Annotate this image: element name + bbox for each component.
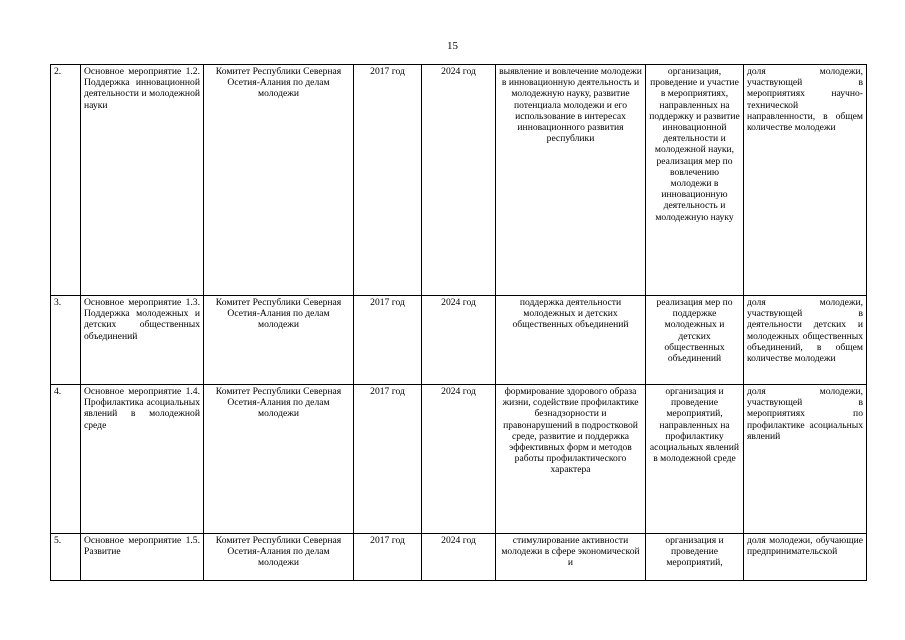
activity-name: Основное мероприятие 1.5. Развитие bbox=[81, 534, 204, 581]
row-number: 4. bbox=[51, 385, 81, 534]
indicator: доля молодежи, обучающие предпринимательской bbox=[744, 534, 867, 581]
end-year: 2024 год bbox=[422, 65, 496, 296]
end-year: 2024 год bbox=[422, 534, 496, 581]
page-number: 15 bbox=[447, 40, 458, 52]
responsible-executor: Комитет Республики Северная Осетия-Алания по делам молодежи bbox=[204, 534, 354, 581]
responsible-executor: Комитет Республики Северная Осетия-Алания по делам молодежи bbox=[204, 296, 354, 385]
activity-name: Основное мероприятие 1.2. Поддержка инновационной деятельности и молодежной науки bbox=[81, 65, 204, 296]
end-year: 2024 год bbox=[422, 385, 496, 534]
main-directions: реализация мер по поддержке молодежных и детских общественных объединений bbox=[646, 296, 744, 385]
row-number: 3. bbox=[51, 296, 81, 385]
row-number: 2. bbox=[51, 65, 81, 296]
main-directions: организация и проведение мероприятий, направленных на профилактику асоциальных явлений в молодежной среде bbox=[646, 385, 744, 534]
main-directions: организация, проведение и участие в мероприятиях, направленных на поддержку и развитие инновационной деятельности и молодежной науки, реализация мер по вовлечению молодежи в инновационную деятельность и молодежную науку bbox=[646, 65, 744, 296]
activity-name: Основное мероприятие 1.4. Профилактика асоциальных явлений в молодежной среде bbox=[81, 385, 204, 534]
expected-result: поддержка деятельности молодежных и детских общественных объединений bbox=[496, 296, 646, 385]
activity-name: Основное мероприятие 1.3. Поддержка молодежных и детских общественных объединений bbox=[81, 296, 204, 385]
table-row bbox=[51, 534, 867, 581]
row-number: 5. bbox=[51, 534, 81, 581]
table-row bbox=[51, 296, 867, 385]
start-year: 2017 год bbox=[354, 534, 422, 581]
start-year: 2017 год bbox=[354, 65, 422, 296]
end-year: 2024 год bbox=[422, 296, 496, 385]
table-row bbox=[51, 65, 867, 296]
responsible-executor: Комитет Республики Северная Осетия-Алания по делам молодежи bbox=[204, 65, 354, 296]
indicator: доля молодежи, участвующей в мероприятиях научно-технической направленности, в общем количестве молодежи bbox=[744, 65, 867, 296]
indicator: доля молодежи, участвующей в мероприятиях по профилактике асоциальных явлений bbox=[744, 385, 867, 534]
expected-result: формирование здорового образа жизни, содействие профилактике безнадзорности и правонарушений в подростковой среде, развитие и поддержка эффективных форм и методов работы профилактического характера bbox=[496, 385, 646, 534]
table-row bbox=[51, 385, 867, 534]
responsible-executor: Комитет Республики Северная Осетия-Алания по делам молодежи bbox=[204, 385, 354, 534]
expected-result: стимулирование активности молодежи в сфере экономической и bbox=[496, 534, 646, 581]
expected-result: выявление и вовлечение молодежи в инновационную деятельность и молодежную науку, развитие потенциала молодежи и его использование в интересах инновационного развития республики bbox=[496, 65, 646, 296]
indicator: доля молодежи, участвующей в деятельности детских и молодежных общественных объединений, в общем количестве молодежи bbox=[744, 296, 867, 385]
start-year: 2017 год bbox=[354, 296, 422, 385]
main-directions: организация и проведение мероприятий, bbox=[646, 534, 744, 581]
start-year: 2017 год bbox=[354, 385, 422, 534]
program-activities-table bbox=[50, 64, 867, 581]
